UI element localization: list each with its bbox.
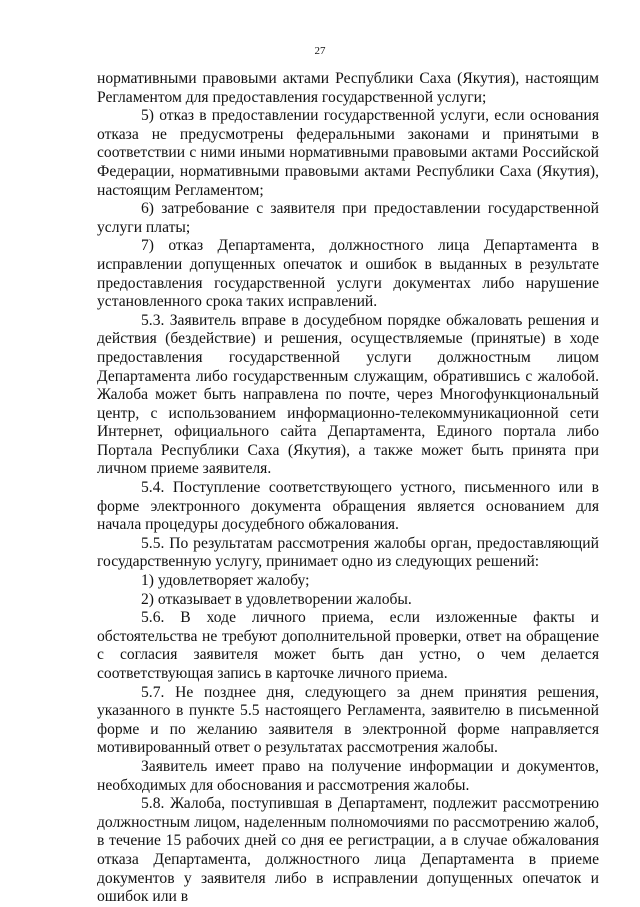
paragraph-5-8: 5.8. Жалоба, поступившая в Департамент, подлежит рассмотрению должностным лицом, наделенным полномочиями по рассмотрению жалоб, в течение 15 рабочих дней со дня ее регистрации, а в случае обжалования отказа Департамента, должностного лица Департамента в приеме документов у заявителя либо в исправлении допущенных опечаток и ошибок или в	[97, 795, 599, 906]
paragraph-item-7: 7) отказ Департамента, должностного лица Департамента в исправлении допущенных опечаток и ошибок в выданных в результате предоставления государственной услуги документах либо нарушение установленного срока таких исправлений.	[97, 237, 599, 311]
paragraph-decision-2: 2) отказывает в удовлетворении жалобы.	[141, 590, 412, 608]
document-body	[97, 70, 599, 907]
paragraph-5-5: 5.5. По результатам рассмотрения жалобы орган, предоставляющий государственную услугу, принимает одно из следующих решений:	[97, 534, 599, 571]
paragraph-5-4: 5.4. Поступление соответствующего устного, письменного или в форме электронного документа обращения является основанием для начала процедуры досудебного обжалования.	[97, 479, 599, 534]
page-number: 27	[314, 45, 326, 57]
paragraph-5-7: 5.7. Не позднее дня, следующего за днем принятия решения, указанного в пункте 5.5 настоящего Регламента, заявителю в письменной форме и по желанию заявителя в электронной форме направляется мотивированный ответ о результатах рассмотрения жалобы.	[97, 683, 599, 757]
paragraph-item-5: 5) отказ в предоставлении государственной услуги, если основания отказа не предусмотрены федеральными законами и принятыми в соответствии с ними иными нормативными правовыми актами Российской Федерации, нормативными правовыми актами Республики Саха (Якутия), настоящим Регламентом;	[97, 107, 599, 199]
paragraph-5-3: 5.3. Заявитель вправе в досудебном порядке обжаловать решения и действия (бездействие) и решения, осуществляемые (принятые) в ходе предоставления государственной услуги должностным лицом Департамента либо государственным служащим, обратившись с жалобой. Жалоба может быть направлена по почте, через Многофункциональный центр, с использованием информационно-телекоммуникационной сети Интернет, официального сайта Департамента, Единого портала либо Портала Республики Саха (Якутия), а также может быть принята при личном приеме заявителя.	[97, 311, 599, 478]
paragraph-applicant-rights: Заявитель имеет право на получение информации и документов, необходимых для обоснования и рассмотрения жалобы.	[97, 757, 599, 794]
paragraph-item-6: 6) затребование с заявителя при предоставлении государственной услуги платы;	[97, 200, 599, 236]
paragraph-decision-1: 1) удовлетворяет жалобу;	[141, 572, 310, 590]
paragraph-5-6: 5.6. В ходе личного приема, если изложенные факты и обстоятельства не требуют дополнительной проверки, ответ на обращение с согласия заявителя может быть дан устно, о чем делается соответствующая запись в карточке личного приема.	[97, 609, 599, 682]
paragraph-continuation: нормативными правовыми актами Республики Саха (Якутия), настоящим Регламентом для предоставления государственной услуги;	[97, 70, 599, 106]
